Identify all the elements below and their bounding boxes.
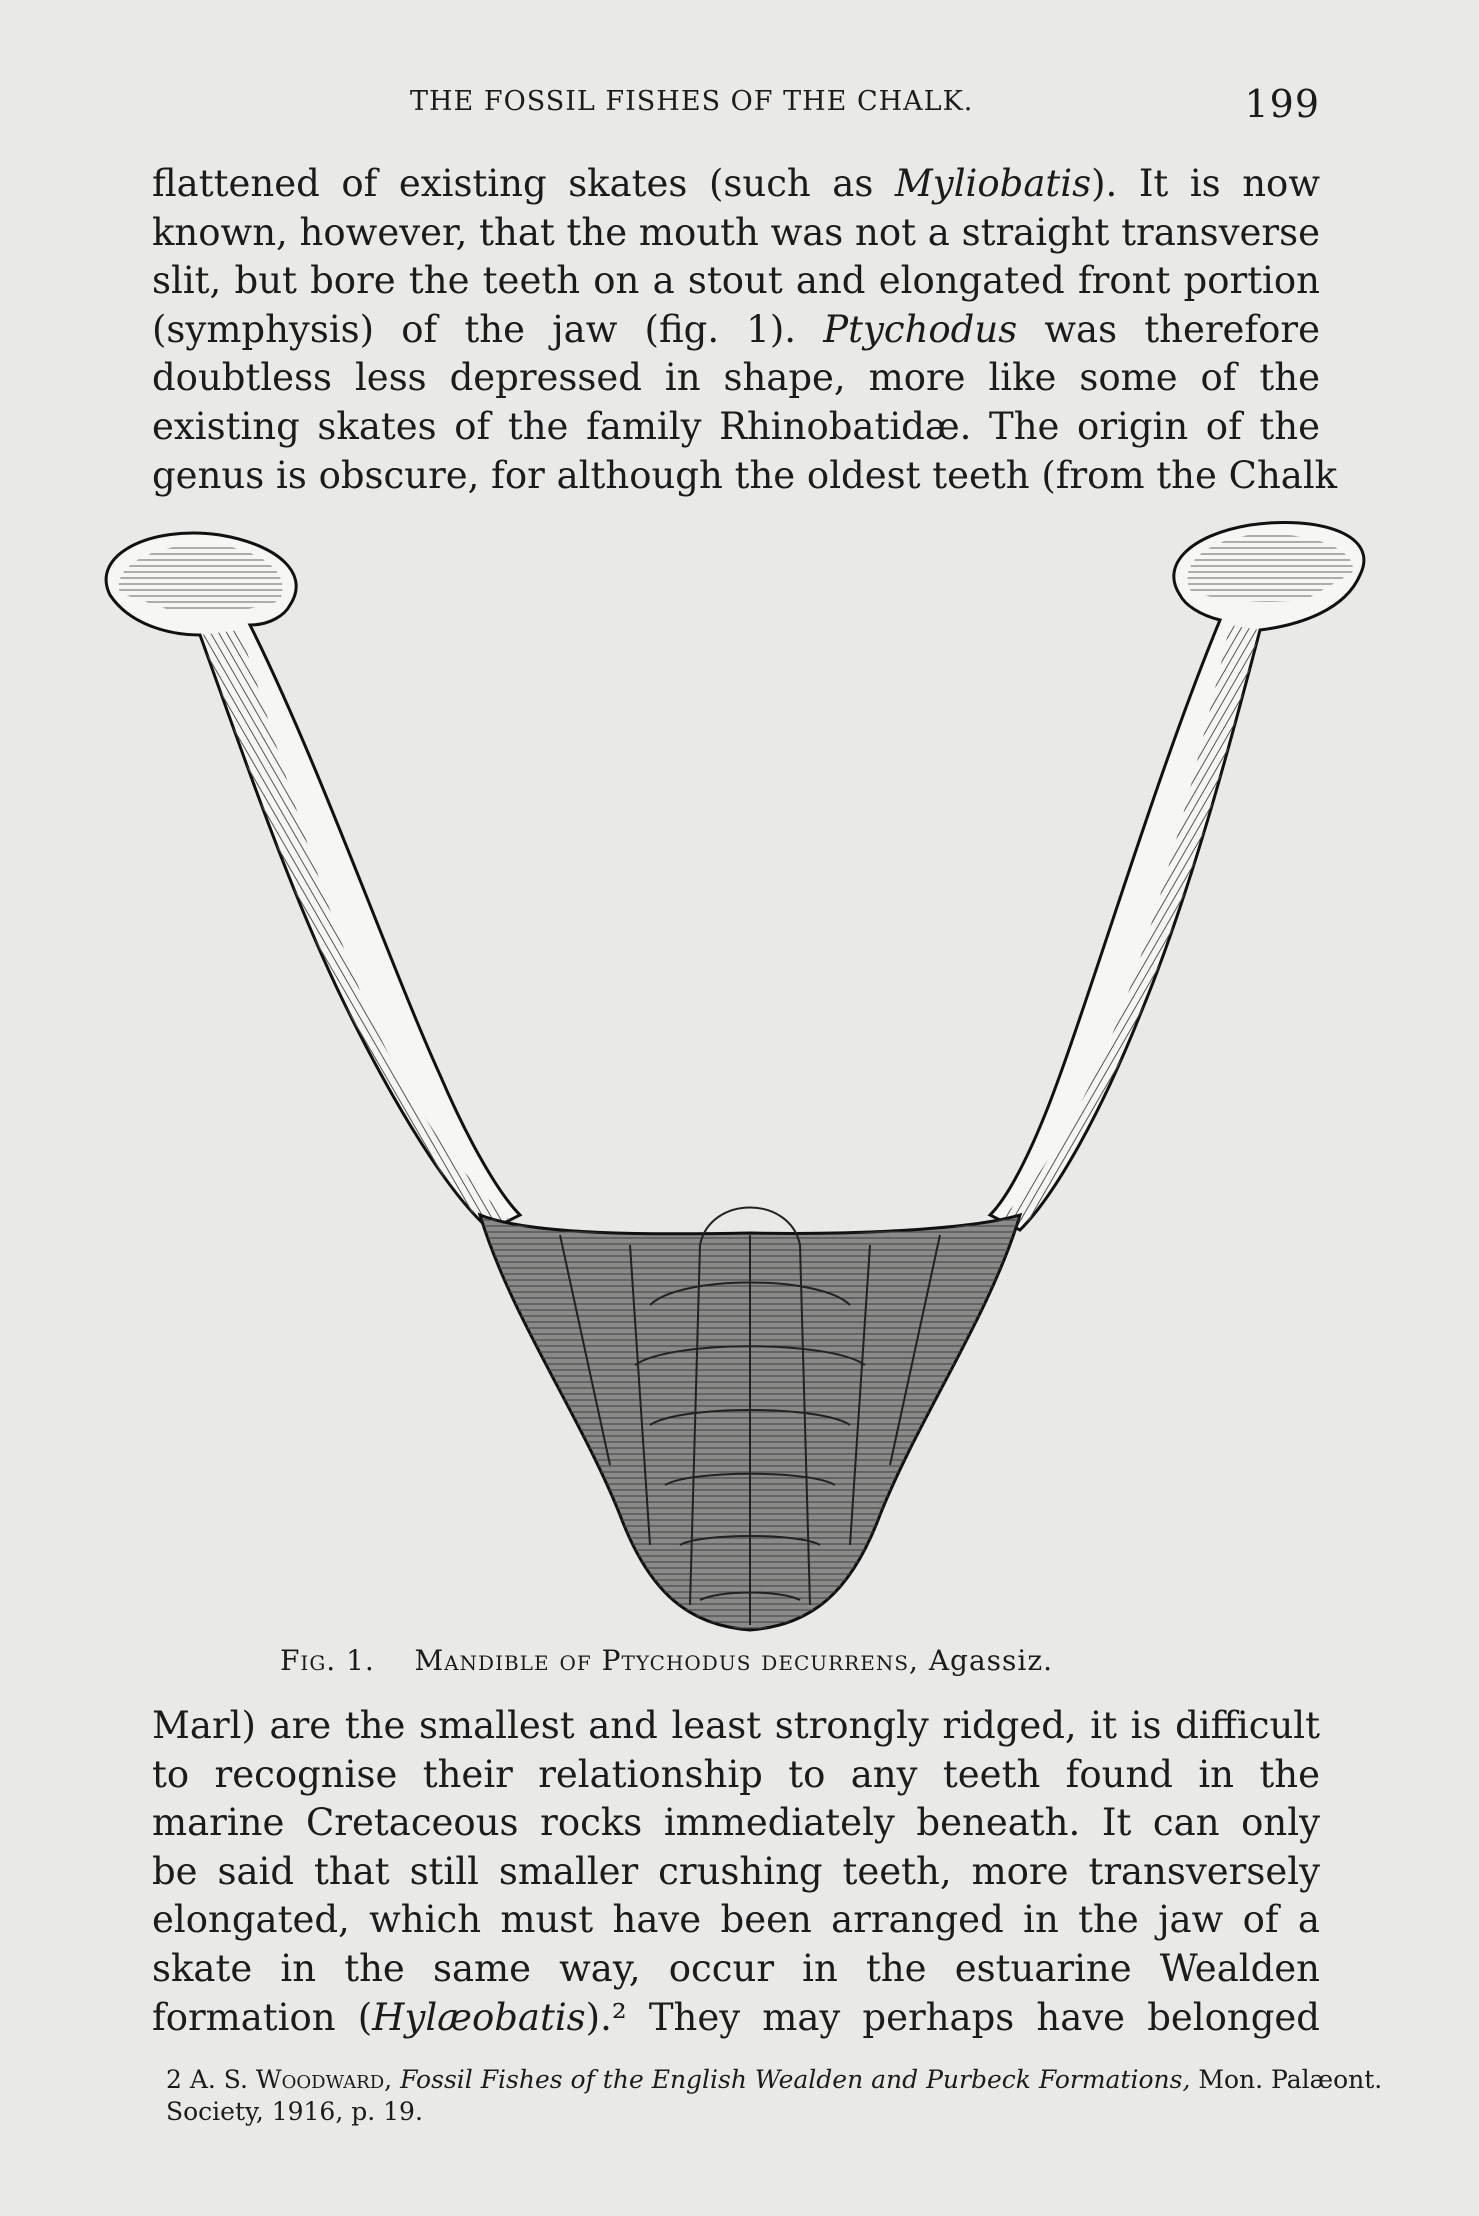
paragraph-top — [152, 160, 1338, 500]
figure-caption: Fig. 1. Mandible of Ptychodus decurrens, Agassiz. — [280, 1644, 1054, 1677]
footnote-line: Society, 1916, p. 19. — [166, 2097, 423, 2126]
text-line: elongated, which must have been arranged in the jaw of a — [152, 1898, 1320, 1942]
text-line: (symphysis) of the jaw (fig. 1). Ptychodus was therefore — [152, 307, 1320, 351]
mandible-illustration — [90, 515, 1390, 1645]
text-line: skate in the same way, occur in the estuarine Wealden — [152, 1946, 1320, 1990]
text-line: doubtless less depressed in shape, more like some of the — [152, 356, 1320, 400]
text-line: flattened of existing skates (such as Myliobatis). It is now — [152, 162, 1320, 205]
text-line: Marl) are the smallest and least strongly ridged, it is difficult — [152, 1704, 1320, 1747]
text-line: existing skates of the family Rhinobatidæ. The origin of the — [152, 404, 1320, 448]
page-number: 199 — [1244, 82, 1320, 126]
running-head — [160, 82, 1320, 126]
running-title: THE FOSSIL FISHES OF THE CHALK. — [410, 86, 974, 117]
text-line: to recognise their relationship to any teeth found in the — [152, 1752, 1320, 1796]
footnote-line: 2 A. S. Woodward, Fossil Fishes of the English Wealden and Purbeck Formations, Mon. Palæont. — [166, 2065, 1383, 2094]
left-jaw-arm — [106, 533, 520, 1230]
tooth-plate — [480, 1208, 1020, 1631]
footnote — [166, 2064, 1383, 2128]
text-line: known, however, that the mouth was not a straight transverse — [152, 210, 1320, 254]
right-jaw-arm — [990, 522, 1364, 1230]
text-line: genus is obscure, for although the oldest teeth (from the Chalk — [152, 453, 1338, 497]
text-line: slit, but bore the teeth on a stout and elongated front portion — [152, 259, 1320, 303]
paragraph-bottom — [152, 1702, 1320, 2042]
text-line: be said that still smaller crushing teeth, more transversely — [152, 1849, 1320, 1893]
text-line: marine Cretaceous rocks immediately beneath. It can only — [152, 1801, 1320, 1845]
text-line: formation (Hylæobatis).² They may perhaps have belonged — [152, 1995, 1320, 2039]
